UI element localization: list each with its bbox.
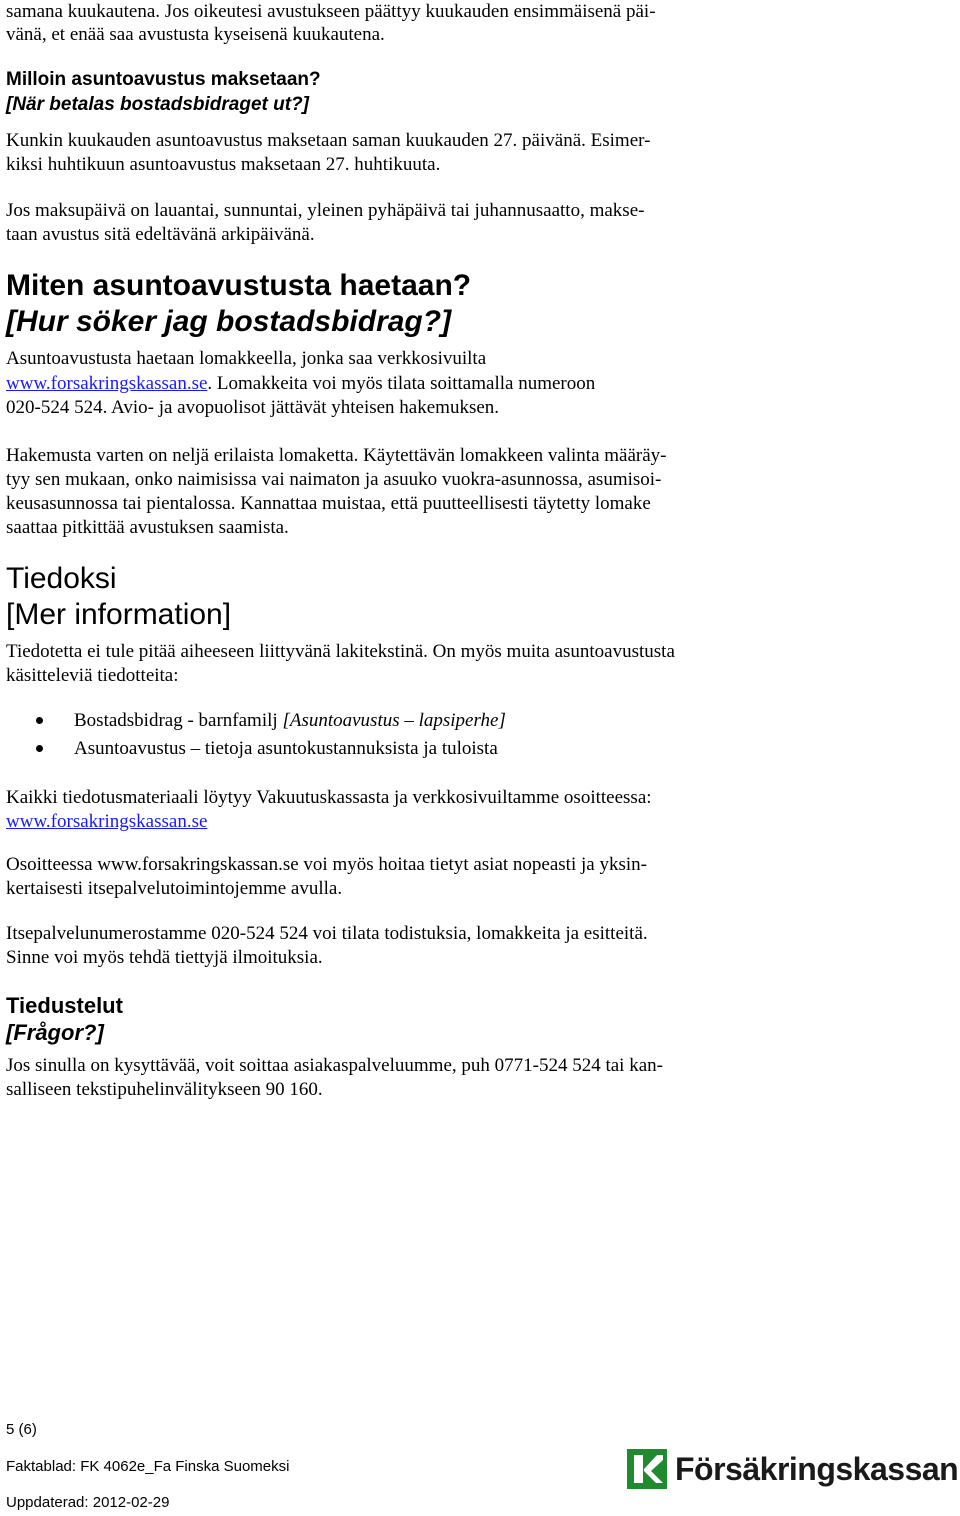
updated-date: Uppdaterad: 2012-02-29 — [6, 1494, 170, 1511]
forsakringskassan-link-2[interactable]: www.forsakringskassan.se — [6, 811, 208, 832]
apply-heading-sv: [Hur söker jag bostadsbidrag?] — [6, 305, 452, 338]
info-para4-line-1: Itsepalvelunumerostamme 020-524 524 voi tilata todistuksia, lomakkeita ja esitteitä. — [6, 923, 648, 944]
top-para-line-2: vänä, et enää saa avustusta kyseisenä kuukautena. — [6, 24, 385, 45]
info-para3-line-2: kertaisesti itsepalvelutoimintojemme avulla. — [6, 878, 343, 899]
apply-para1-line-3: 020-524 524. Avio- ja avopuolisot jättävät yhteisen hakemuksen. — [6, 397, 500, 418]
bullet-item-1-text: Bostadsbidrag - barnfamilj — [74, 710, 283, 731]
info-para1-line-1: Tiedotetta ei tule pitää aiheeseen liittyvänä lakitekstinä. On myös muita asuntoavustusta — [6, 641, 675, 662]
bullet-item-1 — [74, 709, 506, 733]
bullet-item-1-italic: [Asuntoavustus – lapsiperhe] — [282, 710, 506, 731]
questions-heading-fi: Tiedustelut — [6, 993, 123, 1018]
payment-heading-fi: Milloin asuntoavustus maksetaan? — [6, 69, 321, 90]
apply-para1-line-2-rest: . Lomakkeita voi myös tilata soittamalla numeroon — [207, 373, 596, 394]
payment-para1-line-1: Kunkin kuukauden asuntoavustus maksetaan saman kuukauden 27. päivänä. Esimer- — [6, 130, 651, 151]
top-para-line-1: samana kuukautena. Jos oikeutesi avustukseen päättyy kuukauden ensimmäisenä päi- — [6, 1, 656, 22]
apply-para2-line-1: Hakemusta varten on neljä erilaista lomaketta. Käytettävän lomakkeen valinta määräy- — [6, 445, 667, 466]
apply-para1-line-2 — [6, 372, 595, 396]
payment-para2-line-2: taan avustus sitä edeltävänä arkipäivänä. — [6, 224, 315, 245]
factsheet-id: Faktablad: FK 4062e_Fa Finska Suomeksi — [6, 1458, 290, 1475]
questions-para1-line-1: Jos sinulla on kysyttävää, voit soittaa asiakaspalveluumme, puh 0771-524 524 tai kan- — [6, 1055, 663, 1076]
info-para1-line-2: käsitteleviä tiedotteita: — [6, 665, 179, 686]
logo-text: Försäkringskassan — [675, 1450, 959, 1487]
apply-heading-fi: Miten asuntoavustusta haetaan? — [6, 269, 472, 302]
bullet-item-2: Asuntoavustus – tietoja asuntokustannuksista ja tuloista — [74, 738, 498, 759]
apply-para2-line-3: keusasunnossa tai pientalossa. Kannattaa muistaa, että puutteellisesti täytetty lomake — [6, 493, 651, 514]
info-heading-fi: Tiedoksi — [6, 562, 117, 595]
bullet-dot-2 — [36, 745, 43, 752]
forsakringskassan-logo-icon — [627, 1449, 667, 1489]
bullet-dot-1 — [36, 717, 43, 724]
payment-para2-line-1: Jos maksupäivä on lauantai, sunnuntai, yleinen pyhäpäivä tai juhannusaatto, makse- — [6, 200, 645, 221]
info-para3-line-1: Osoitteessa www.forsakringskassan.se voi myös hoitaa tietyt asiat nopeasti ja yksin- — [6, 854, 647, 875]
info-para4-line-2: Sinne voi myös tehdä tiettyjä ilmoituksia. — [6, 947, 323, 968]
questions-para1-line-2: salliseen tekstipuhelinvälitykseen 90 160. — [6, 1079, 323, 1100]
info-heading-sv: [Mer information] — [6, 598, 232, 631]
page-number: 5 (6) — [6, 1421, 37, 1438]
forsakringskassan-link[interactable]: www.forsakringskassan.se — [6, 373, 208, 394]
info-para2-line-1: Kaikki tiedotusmateriaali löytyy Vakuutuskassasta ja verkkosivuiltamme osoitteessa: — [6, 787, 652, 808]
info-para2-line-2 — [6, 810, 207, 834]
payment-para1-line-2: kiksi huhtikuun asuntoavustus maksetaan 27. huhtikuuta. — [6, 154, 441, 175]
apply-para2-line-4: saattaa pitkittää avustuksen saamista. — [6, 517, 289, 538]
apply-para1-line-1: Asuntoavustusta haetaan lomakkeella, jonka saa verkkosivuilta — [6, 348, 487, 369]
forsakringskassan-logo — [627, 1449, 958, 1489]
payment-heading-sv: [När betalas bostadsbidraget ut?] — [6, 94, 309, 115]
questions-heading-sv: [Frågor?] — [6, 1020, 104, 1045]
apply-para2-line-2: tyy sen mukaan, onko naimisissa vai naimaton ja asuuko vuokra-asunnossa, asumisoi- — [6, 469, 662, 490]
